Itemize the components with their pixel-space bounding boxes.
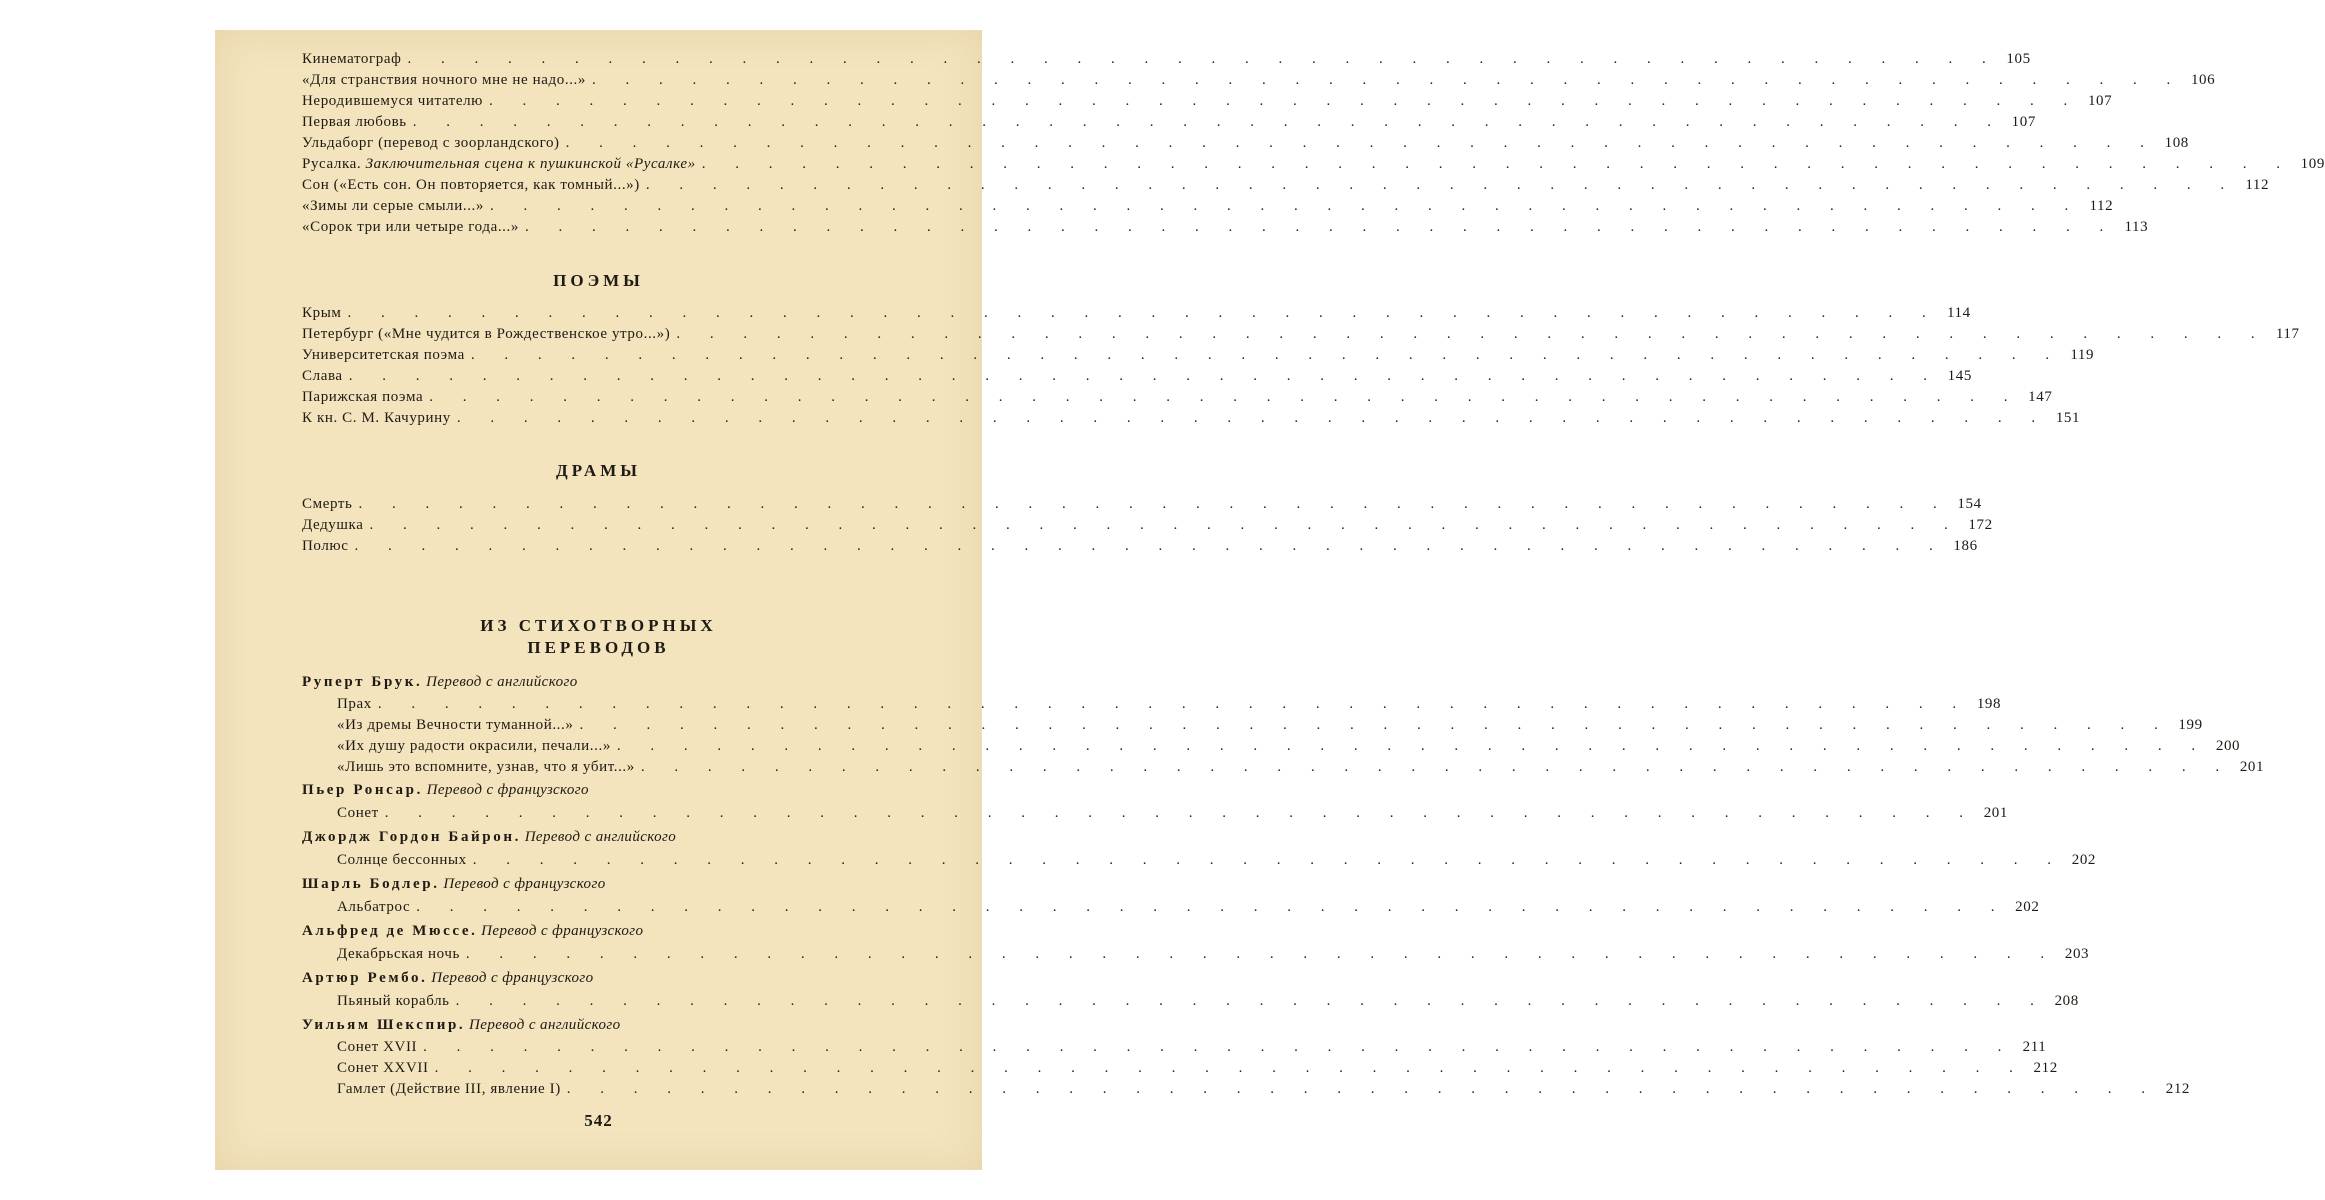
toc-entry bbox=[337, 802, 2008, 824]
section-heading-translations-line2: ПЕРЕВОДОВ bbox=[527, 638, 670, 657]
page-number: 542 bbox=[584, 1111, 613, 1130]
entry-title-main: Русалка. bbox=[302, 156, 362, 172]
dot-leader: . . . . . . . . . . . . . . . . . . . . . . . . . . . . . . . . . . . . . . . . . . . . . . . . bbox=[640, 759, 2233, 775]
toc-entry bbox=[302, 407, 2081, 429]
entry-title: Смерть bbox=[302, 496, 353, 512]
entry-page: 105 bbox=[2006, 51, 2031, 67]
entry-page: 114 bbox=[1946, 305, 1971, 321]
entry-title: Сон («Есть сон. Он повторяется, как томный...») bbox=[302, 177, 640, 193]
translation-author bbox=[302, 967, 927, 989]
entry-page: 201 bbox=[2239, 759, 2265, 775]
entry-page: 211 bbox=[2022, 1039, 2047, 1055]
section-heading-translations-line1: ИЗ СТИХОТВОРНЫХ bbox=[480, 616, 717, 635]
section-heading-poems: ПОЭМЫ bbox=[553, 271, 644, 290]
toc-entry bbox=[302, 514, 1993, 536]
entry-page: 112 bbox=[2245, 177, 2270, 193]
entry-title: «Их душу радости окрасили, печали...» bbox=[337, 738, 611, 754]
dot-leader: . . . . . . . . . . . . . . . . . . . . . . . . . . . . . . . . . . . . . . . . . . . . . . . . bbox=[407, 51, 1999, 67]
dot-leader: . . . . . . . . . . . . . . . . . . . . . . . . . . . . . . . . . . . . . . . . . . . . . . . . bbox=[377, 696, 1970, 712]
entry-page: 200 bbox=[2215, 738, 2241, 754]
translation-author bbox=[302, 826, 927, 848]
dot-leader: . . . . . . . . . . . . . . . . . . . . . . . . . . . . . . . . . . . . . . . . . . . . . . . . bbox=[456, 410, 2049, 426]
dot-leader: . . . . . . . . . . . . . . . . . . . . . . . . . . . . . . . . . . . . . . . . . . . . . . . . bbox=[347, 305, 1939, 321]
entry-title: Крым bbox=[302, 305, 342, 321]
toc-entry bbox=[302, 48, 2031, 70]
dot-leader: . . . . . . . . . . . . . . . . . . . . . . . . . . . . . . . . . . . . . . . . . . . . . . . . bbox=[566, 1081, 2159, 1097]
toc-entry bbox=[302, 493, 1982, 515]
dot-leader: . . . . . . . . . . . . . . . . . . . . . . . . . . . . . . . . . . . . . . . . . . . . . . . . bbox=[354, 538, 1946, 554]
author-note: Перевод с английского bbox=[426, 674, 578, 690]
entry-page: 172 bbox=[1968, 517, 1993, 533]
dot-leader: . . . . . . . . . . . . . . . . . . . . . . . . . . . . . . . . . . . . . . . . . . . . . . . . bbox=[470, 347, 2063, 363]
entry-title: Университетская поэма bbox=[302, 347, 465, 363]
entry-title: «Для странствия ночного мне не надо...» bbox=[302, 72, 586, 88]
author-name: Руперт Брук. bbox=[302, 674, 423, 690]
entry-title: Полюс bbox=[302, 538, 349, 554]
author-note: Перевод с французского bbox=[426, 782, 589, 798]
entry-page: 198 bbox=[1976, 696, 2002, 712]
toc-entry bbox=[302, 195, 2114, 217]
toc-entry bbox=[337, 990, 2079, 1012]
toc-entry bbox=[302, 386, 2053, 408]
entry-title: «Сорок три или четыре года...» bbox=[302, 219, 519, 235]
dot-leader: . . . . . . . . . . . . . . . . . . . . . . . . . . . . . . . . . . . . . . . . . . . . . . . . bbox=[565, 135, 2157, 151]
entry-page: 199 bbox=[2178, 717, 2203, 733]
dot-leader: . . . . . . . . . . . . . . . . . . . . . . . . . . . . . . . . . . . . . . . . . . . . . . . . bbox=[616, 738, 2209, 754]
author-name: Артюр Рембо. bbox=[302, 970, 428, 986]
toc-entry bbox=[302, 174, 2270, 196]
entry-title: «Зимы ли серые смыли...» bbox=[302, 198, 484, 214]
dot-leader: . . . . . . . . . . . . . . . . . . . . . . . . . . . . . . . . . . . . . . . . . . . . . . . . bbox=[384, 805, 1976, 821]
entry-page: 106 bbox=[2190, 72, 2216, 88]
dot-leader: . . . . . . . . . . . . . . . . . . . . . . . . . . . . . . . . . . . . . . . . . . . . . . . . bbox=[423, 1039, 2015, 1055]
author-name: Уильям Шекспир. bbox=[302, 1017, 466, 1033]
entry-title: Ульдаборг (перевод с зоорландского) bbox=[302, 135, 560, 151]
toc-entry bbox=[302, 323, 2300, 345]
toc-entry bbox=[302, 69, 2216, 91]
translation-author bbox=[302, 671, 927, 693]
entry-title: Гамлет (Действие III, явление I) bbox=[337, 1081, 561, 1097]
entry-page: 154 bbox=[1957, 496, 1982, 512]
toc-entry bbox=[337, 849, 2097, 871]
entry-title: Сонет XVII bbox=[337, 1039, 418, 1055]
toc-entry bbox=[337, 714, 2203, 736]
toc-entry bbox=[302, 365, 1972, 387]
toc-entry bbox=[302, 153, 2325, 175]
author-note: Перевод с французского bbox=[443, 876, 606, 892]
author-name: Джордж Гордон Байрон. bbox=[302, 829, 521, 845]
dot-leader: . . . . . . . . . . . . . . . . . . . . . . . . . . . . . . . . . . . . . . . . . . . . . . . . bbox=[579, 717, 2171, 733]
author-name: Пьер Ронсар. bbox=[302, 782, 423, 798]
dot-leader: . . . . . . . . . . . . . . . . . . . . . . . . . . . . . . . . . . . . . . . . . . . . . . . . bbox=[434, 1060, 2026, 1076]
toc-entry bbox=[337, 1057, 2058, 1079]
entry-title: К кн. С. М. Качурину bbox=[302, 410, 451, 426]
section-heading-dramas: ДРАМЫ bbox=[556, 461, 641, 480]
dot-leader: . . . . . . . . . . . . . . . . . . . . . . . . . . . . . . . . . . . . . . . . . . . . . . . . bbox=[524, 219, 2117, 235]
entry-title: Кинематограф bbox=[302, 51, 402, 67]
entry-page: 151 bbox=[2055, 410, 2081, 426]
dot-leader: . . . . . . . . . . . . . . . . . . . . . . . . . . . . . . . . . . . . . . . . . . . . . . . . bbox=[369, 517, 1961, 533]
entry-page: 212 bbox=[2033, 1060, 2058, 1076]
entry-page: 109 bbox=[2300, 156, 2325, 172]
entry-page: 212 bbox=[2165, 1081, 2191, 1097]
entry-title: Пьяный корабль bbox=[337, 993, 450, 1009]
toc-entry bbox=[337, 756, 2265, 778]
toc-entry bbox=[302, 111, 2036, 133]
book-page bbox=[215, 30, 2325, 1170]
entry-title: «Лишь это вспомните, узнав, что я убит...» bbox=[337, 759, 635, 775]
entry-page: 113 bbox=[2124, 219, 2149, 235]
dot-leader: . . . . . . . . . . . . . . . . . . . . . . . . . . . . . . . . . . . . . . . . . . . . . . . . bbox=[472, 852, 2065, 868]
entry-page: 202 bbox=[2015, 899, 2040, 915]
toc-entry bbox=[302, 302, 1971, 324]
dot-leader: . . . . . . . . . . . . . . . . . . . . . . . . . . . . . . . . . . . . . . . . . . . . . . . . bbox=[592, 72, 2184, 88]
dot-leader: . . . . . . . . . . . . . . . . . . . . . . . . . . . . . . . . . . . . . . . . . . . . . . . . bbox=[701, 156, 2293, 172]
toc-entry bbox=[337, 1078, 2191, 1100]
entry-title: Прах bbox=[337, 696, 372, 712]
dot-leader: . . . . . . . . . . . . . . . . . . . . . . . . . . . . . . . . . . . . . . . . . . . . . . . . bbox=[645, 177, 2238, 193]
toc-entry bbox=[337, 693, 2002, 715]
dot-leader: . . . . . . . . . . . . . . . . . . . . . . . . . . . . . . . . . . . . . . . . . . . . . . . . bbox=[676, 326, 2268, 342]
author-name: Альфред де Мюссе. bbox=[302, 923, 478, 939]
entry-title: Солнце бессонных bbox=[337, 852, 467, 868]
author-note: Перевод с французского bbox=[481, 923, 644, 939]
entry-title: Первая любовь bbox=[302, 114, 407, 130]
dot-leader: . . . . . . . . . . . . . . . . . . . . . . . . . . . . . . . . . . . . . . . . . . . . . . . . bbox=[429, 389, 2021, 405]
entry-title: «Из дремы Вечности туманной...» bbox=[337, 717, 574, 733]
toc-entry bbox=[302, 344, 2095, 366]
entry-title: Альбатрос bbox=[337, 899, 411, 915]
dot-leader: . . . . . . . . . . . . . . . . . . . . . . . . . . . . . . . . . . . . . . . . . . . . . . . . bbox=[489, 93, 2081, 109]
dot-leader: . . . . . . . . . . . . . . . . . . . . . . . . . . . . . . . . . . . . . . . . . . . . . . . . bbox=[465, 946, 2058, 962]
entry-title: Парижская поэма bbox=[302, 389, 424, 405]
dot-leader: . . . . . . . . . . . . . . . . . . . . . . . . . . . . . . . . . . . . . . . . . . . . . . . . bbox=[358, 496, 1950, 512]
author-note: Перевод с английского bbox=[524, 829, 677, 845]
toc-entry bbox=[302, 535, 1978, 557]
dot-leader: . . . . . . . . . . . . . . . . . . . . . . . . . . . . . . . . . . . . . . . . . . . . . . . . bbox=[490, 198, 2082, 214]
toc-entry bbox=[337, 896, 2040, 918]
dot-leader: . . . . . . . . . . . . . . . . . . . . . . . . . . . . . . . . . . . . . . . . . . . . . . . . bbox=[348, 368, 1940, 384]
toc-entry bbox=[302, 216, 2149, 238]
entry-page: 145 bbox=[1947, 368, 1972, 384]
toc-entry bbox=[337, 943, 2090, 965]
entry-page: 107 bbox=[2087, 93, 2113, 109]
translation-author bbox=[302, 1014, 927, 1036]
entry-page: 186 bbox=[1953, 538, 1978, 554]
dot-leader: . . . . . . . . . . . . . . . . . . . . . . . . . . . . . . . . . . . . . . . . . . . . . . . . bbox=[455, 993, 2047, 1009]
entry-page: 107 bbox=[2011, 114, 2036, 130]
entry-title: Неродившемуся читателю bbox=[302, 93, 483, 109]
entry-subtitle: Заключительная сцена к пушкинской «Русалке» bbox=[365, 156, 696, 172]
translation-author bbox=[302, 779, 927, 801]
toc-entry bbox=[337, 1036, 2047, 1058]
entry-page: 117 bbox=[2275, 326, 2300, 342]
toc-entry bbox=[337, 735, 2241, 757]
entry-title: Сонет bbox=[337, 805, 379, 821]
author-note: Перевод с английского bbox=[469, 1017, 621, 1033]
entry-title: Сонет XXVII bbox=[337, 1060, 429, 1076]
entry-page: 203 bbox=[2064, 946, 2090, 962]
entry-page: 201 bbox=[1983, 805, 2008, 821]
entry-title bbox=[302, 153, 696, 175]
toc-entry bbox=[302, 90, 2113, 112]
entry-page: 147 bbox=[2028, 389, 2053, 405]
toc-entry bbox=[302, 132, 2189, 154]
translation-author bbox=[302, 873, 927, 895]
translation-author bbox=[302, 920, 927, 942]
entry-title: Петербург («Мне чудится в Рождественское утро...») bbox=[302, 326, 671, 342]
entry-page: 112 bbox=[2089, 198, 2114, 214]
entry-title: Слава bbox=[302, 368, 343, 384]
entry-page: 108 bbox=[2164, 135, 2189, 151]
entry-title: Декабрьская ночь bbox=[337, 946, 460, 962]
author-name: Шарль Бодлер. bbox=[302, 876, 440, 892]
entry-page: 202 bbox=[2071, 852, 2097, 868]
author-note: Перевод с французского bbox=[431, 970, 594, 986]
dot-leader: . . . . . . . . . . . . . . . . . . . . . . . . . . . . . . . . . . . . . . . . . . . . . . . . bbox=[416, 899, 2008, 915]
entry-page: 208 bbox=[2054, 993, 2079, 1009]
dot-leader: . . . . . . . . . . . . . . . . . . . . . . . . . . . . . . . . . . . . . . . . . . . . . . . . bbox=[412, 114, 2004, 130]
entry-title: Дедушка bbox=[302, 517, 364, 533]
entry-page: 119 bbox=[2070, 347, 2095, 363]
